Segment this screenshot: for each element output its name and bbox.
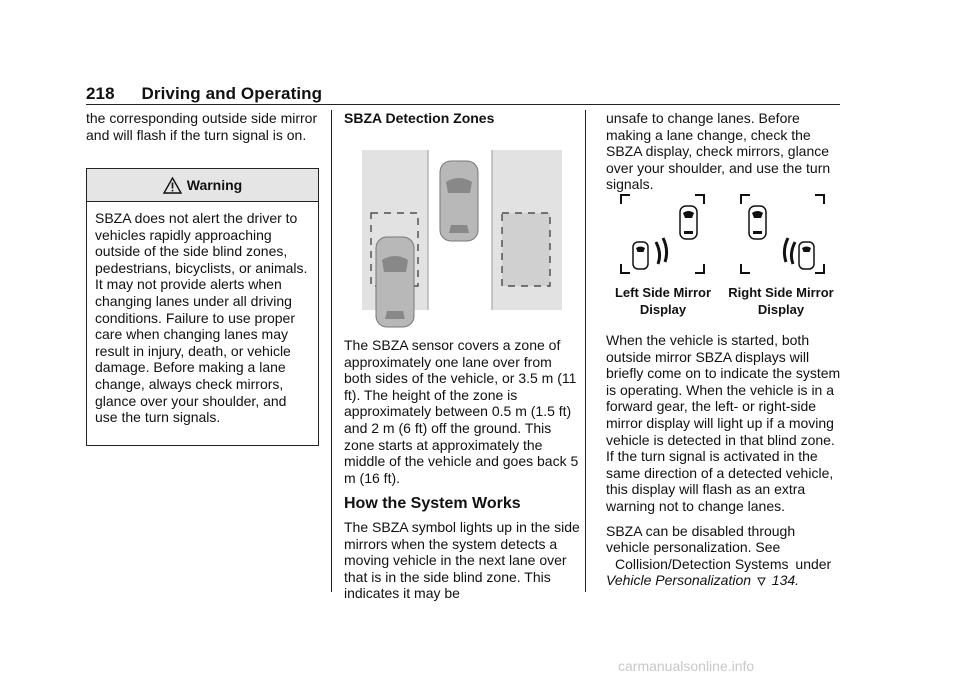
left-caption-line-2: Display (639, 302, 687, 317)
zones-heading: SBZA Detection Zones (344, 110, 495, 126)
warning-header (87, 169, 318, 202)
car-icon (440, 161, 478, 241)
car-icon (799, 242, 814, 269)
right-zone (502, 213, 550, 286)
right-caption-line-2: Display (757, 302, 805, 317)
column-2 (344, 110, 580, 135)
vehicle-personalization-link[interactable]: Vehicle Personalization (606, 572, 752, 589)
under-text: under (795, 555, 832, 572)
sbza-mirror-icon (680, 206, 697, 239)
intro-paragraph: the corresponding outside side mirror and will flash if the turn signal is on. (86, 110, 318, 143)
left-mirror-caption (606, 284, 720, 318)
warning-triangle-icon (163, 177, 182, 194)
disable-paragraph (606, 523, 842, 589)
right-mirror-caption (722, 284, 840, 318)
disable-text: SBZA can be disabled through vehicle personalization. See (606, 522, 796, 556)
column-1 (86, 110, 322, 151)
sbza-mirror-icon (749, 206, 766, 239)
ref-arrow-icon (757, 577, 766, 586)
how-paragraph: The SBZA symbol lights up in the side mirrors when the system detects a moving vehicle in the next lane over that is in the side blind zone. This indicates it may be (344, 518, 580, 602)
column-3 (606, 110, 842, 201)
car-icon (376, 237, 414, 327)
car-icon (633, 242, 648, 269)
header-rule (86, 104, 840, 105)
watermark: carmanualsonline.info (618, 658, 755, 674)
column-divider-2 (585, 110, 586, 592)
sensor-paragraph: The SBZA sensor covers a zone of approximately one lane over from both sides of the vehicle, or 3.5 m (11 ft). The height of the zone is approximately between 0.5 m (1.5 ft) and 2 m (6 ft) off the ground. This zone starts at approximately the middle of the vehicle and goes back 5 m (16 ft). (344, 337, 579, 486)
detection-zones-illustration (362, 150, 562, 330)
warning-title: Warning (186, 177, 243, 193)
left-mirror-display-illustration (618, 192, 714, 278)
column-divider-1 (331, 110, 332, 592)
right-caption-line-1: Right Side Mirror (728, 285, 834, 300)
column-2-body (344, 337, 580, 610)
continued-paragraph: unsafe to change lanes. Before making a lane change, check the SBZA display, check mirrors, glance over your shoulder, and use the turn signals. (606, 110, 831, 193)
right-mirror-display-illustration (738, 192, 834, 278)
left-caption-line-1: Left Side Mirror (614, 285, 712, 300)
collision-detection-text: Collision/Detection Systems (615, 555, 789, 572)
warning-box (86, 168, 319, 446)
page-header (86, 84, 322, 104)
page-title: Driving and Operating (141, 84, 323, 103)
column-3-body (606, 332, 842, 597)
started-paragraph: When the vehicle is started, both outside mirror SBZA displays will briefly come on to indicate the system is operating. When the vehicle is in a forward gear, the left- or right-side mirror display will light up if a moving vehicle is detected in that blind zone. If the turn signal is activated in the same direction of a detected vehicle, this display will flash as an extra warning not to change lanes. (606, 332, 841, 514)
warning-text: SBZA does not alert the driver to vehicles rapidly approaching outside of the side blind zones, pedestrians, bicyclists, or animals. It may not provide alerts when changing lanes under all driving conditions. Failure to use proper care when changing lanes may result in injury, death, or vehicle damage. Before making a lane change, always check mirrors, glance over your shoulder, and use the turn signals. (95, 210, 308, 426)
page-number: 218 (86, 84, 115, 103)
page-reference[interactable]: 134. (771, 572, 800, 589)
how-heading: How the System Works (344, 495, 521, 513)
